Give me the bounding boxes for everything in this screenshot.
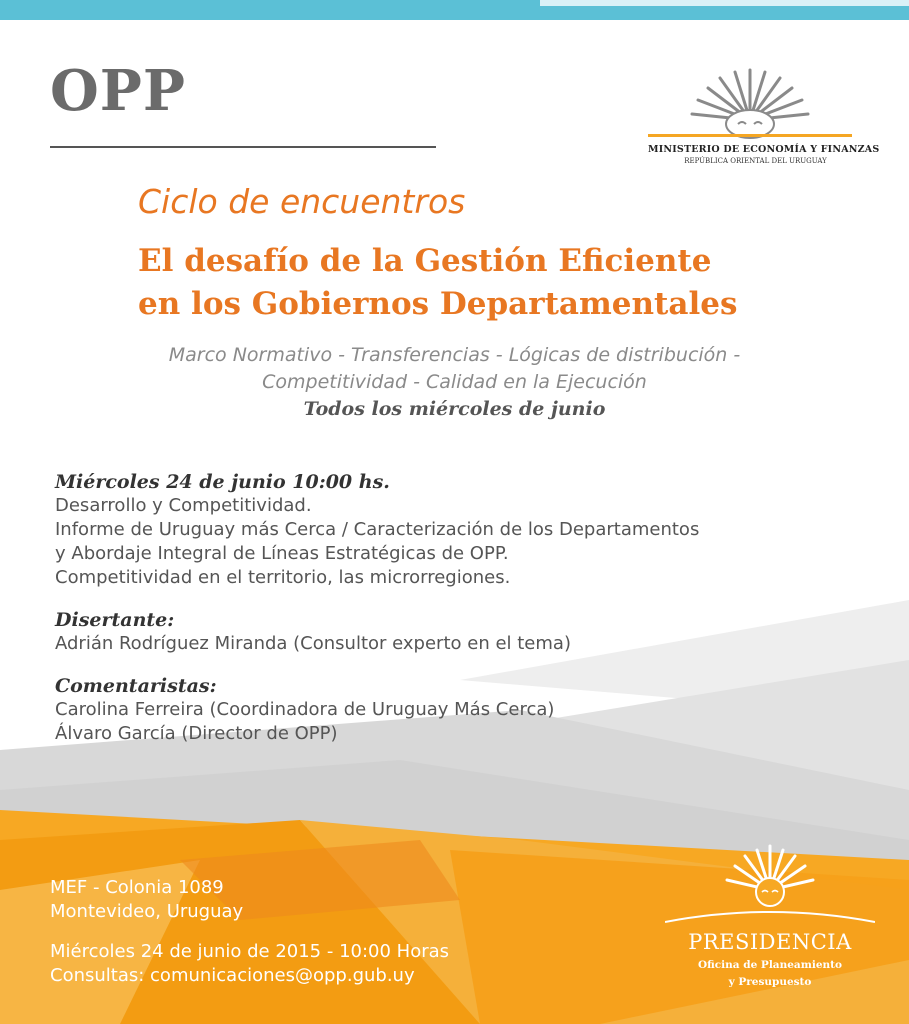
event-datetime: Miércoles 24 de junio de 2015 - 10:00 Horas	[50, 941, 450, 962]
presidencia-sun-icon	[665, 840, 875, 940]
opp-logo: OPP	[50, 58, 186, 124]
presidencia-office-sub: y Presupuesto	[728, 976, 812, 988]
event-title-line: en los Gobiernos Departamentales	[138, 286, 738, 322]
presidencia-title: PRESIDENCIA	[688, 930, 852, 954]
contact-email: Consultas: comunicaciones@opp.gub.uy	[50, 965, 415, 986]
topics-line: Competitividad - Calidad en la Ejecución	[262, 371, 647, 393]
event-title	[138, 240, 737, 326]
commentator-name: Carolina Ferreira (Coordinadora de Uruguay Más Cerca)	[55, 699, 555, 720]
ministry-country: REPÚBLICA ORIENTAL DEL URUGUAY	[684, 157, 827, 165]
topics-line: Marco Normativo - Transferencias - Lógicas de distribución -	[168, 344, 741, 366]
presidencia-office: Oficina de Planeamiento	[697, 959, 842, 971]
speaker-name: Adrián Rodríguez Miranda (Consultor experto en el tema)	[55, 633, 571, 654]
session-line: y Abordaje Integral de Líneas Estratégicas de OPP.	[55, 543, 509, 564]
ministry-name: MINISTERIO DE ECONOMÍA Y FINANZAS	[648, 144, 880, 155]
event-schedule: Todos los miércoles de junio	[303, 398, 606, 420]
speaker-heading: Disertante:	[55, 609, 175, 631]
event-topics	[0, 342, 909, 423]
event-series: Ciclo de encuentros	[138, 182, 466, 221]
commentators-heading: Comentaristas:	[55, 675, 217, 697]
header-divider	[50, 146, 436, 148]
session-line: Informe de Uruguay más Cerca / Caracterización de los Departamentos	[55, 519, 700, 540]
session-line: Desarrollo y Competitividad.	[55, 495, 312, 516]
event-footer	[50, 876, 449, 988]
session-details	[55, 470, 855, 746]
address-line: Montevideo, Uruguay	[50, 901, 244, 922]
session-date-heading: Miércoles 24 de junio 10:00 hs.	[55, 471, 390, 493]
address-line: MEF - Colonia 1089	[50, 877, 224, 898]
top-color-bar-highlight	[540, 0, 909, 6]
session-line: Competitividad en el territorio, las microrregiones.	[55, 567, 511, 588]
commentator-name: Álvaro García (Director de OPP)	[55, 723, 338, 744]
event-title-line: El desafío de la Gestión Eficiente	[138, 243, 712, 279]
